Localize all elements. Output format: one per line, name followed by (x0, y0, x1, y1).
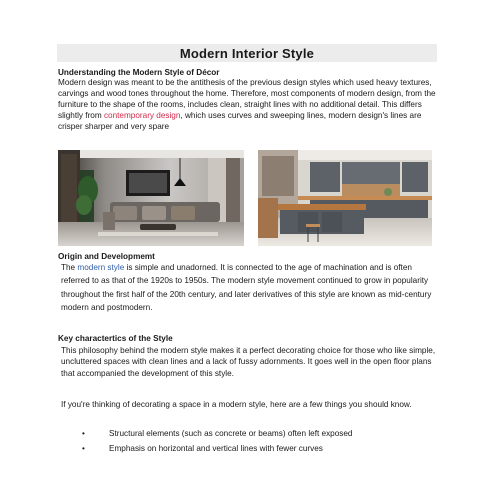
section-heading-understanding: Understanding the Modern Style of Décor (58, 68, 220, 77)
section-heading-characteristics: Key charactertics of the Style (58, 334, 173, 343)
section-paragraph-philosophy: This philosophy behind the modern style makes it a perfect decorating choice for those who like simple, uncluttered spaces with clean lines and a lack of fussy adornments. It goes well in the open floor plans that accompanied the development of this style. (61, 346, 436, 378)
paragraph-text: Modern design was meant to be the antithesis of the previous design styles which used heavy textures, carvings and wood tones throughout the home. Therefore, most components of modern design, from the furniture to the shape of the rooms, includes clean, straight lines with no additional detail. This differs slightly from (58, 78, 436, 120)
characteristics-list (82, 426, 442, 456)
list-item (82, 426, 442, 441)
page-title: Modern Interior Style (179, 45, 315, 61)
paragraph-text: , which uses curves and sweeping lines, modern design's lines are crisper sharper and very spare (58, 111, 422, 131)
modern-style-link[interactable]: modern style (77, 263, 125, 272)
section-paragraph-understanding (58, 77, 438, 132)
section-heading-origin: Origin and Developmemt (58, 252, 155, 261)
title-banner (57, 44, 437, 62)
kitchen-photo (258, 150, 432, 246)
list-item (82, 441, 442, 456)
bullet-marker: • (82, 444, 85, 453)
section-paragraph-intro-list: If you're thinking of decorating a space in a modern style, here are a few things you should know. (61, 400, 412, 409)
paragraph-text: The (61, 263, 78, 272)
list-item-text: Emphasis on horizontal and vertical lines with fewer curves (109, 444, 323, 453)
section-paragraph-origin (61, 261, 433, 314)
contemporary-design-link[interactable]: contemporary design (103, 111, 181, 120)
bullet-marker: • (82, 429, 85, 438)
living-room-photo (58, 150, 244, 246)
paragraph-text: is simple and unadorned. It is connected to the age of machination and is often referred to as that of the 1920s to 1950s. The modern style movement continued to grow in popularity throughout the first half of the 20th century, and later derivatives of this style are known as mid-century modern and postmodern. (61, 263, 432, 312)
list-item-text: Structural elements (such as concrete or beams) often left exposed (109, 429, 353, 438)
